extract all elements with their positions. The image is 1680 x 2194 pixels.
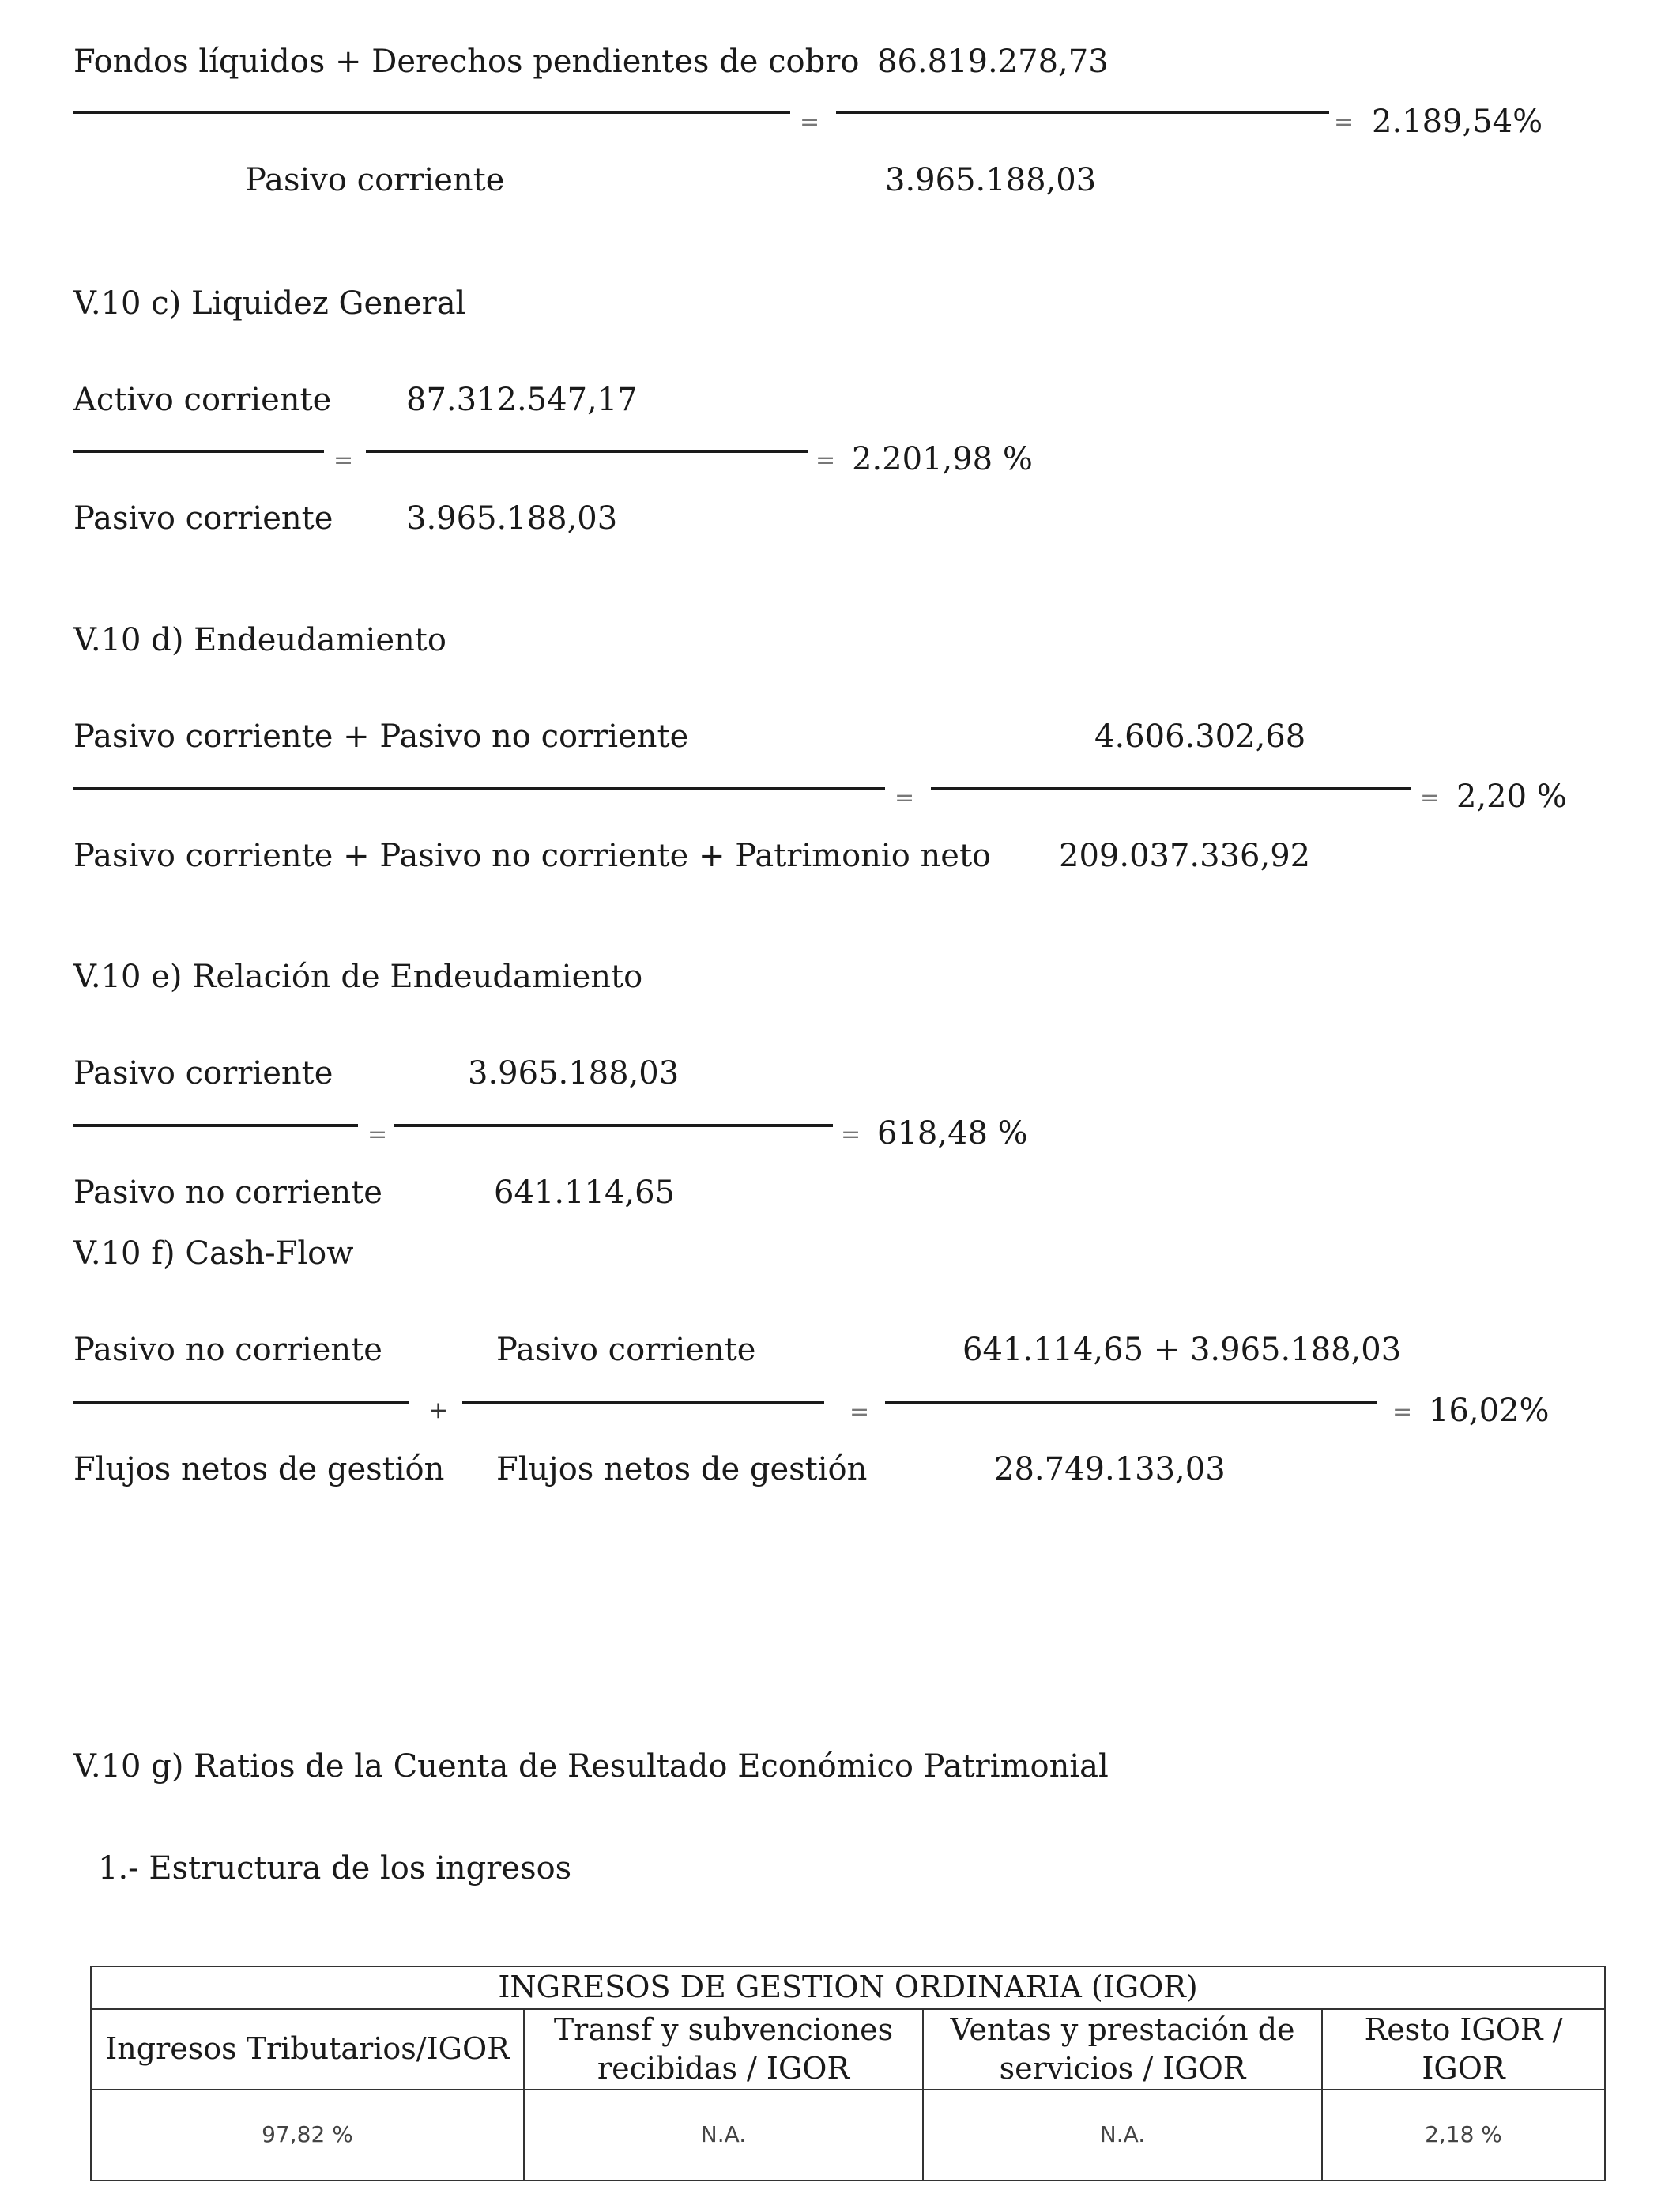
- fraction-denominator-value: 28.749.133,03: [994, 1451, 1226, 1487]
- fraction-bar: [394, 1124, 833, 1127]
- fraction-numerator-value: 3.965.188,03: [468, 1055, 680, 1091]
- fraction-denominator-value: 209.037.336,92: [1059, 838, 1311, 874]
- fraction-numerator-value: 641.114,65 + 3.965.188,03: [962, 1332, 1402, 1368]
- fraction-numerator-value: 86.819.278,73: [877, 43, 1109, 80]
- fraction-denominator-label: Flujos netos de gestión: [496, 1451, 868, 1487]
- table-header-cell: Resto IGOR / IGOR: [1322, 2009, 1605, 2090]
- table-cell: N.A.: [524, 2090, 923, 2181]
- equals-sign: =: [841, 1121, 861, 1148]
- equals-sign: =: [849, 1398, 870, 1426]
- fraction-bar: [73, 787, 885, 790]
- equals-sign: =: [367, 1121, 388, 1148]
- fraction-denominator-label: Flujos netos de gestión: [73, 1451, 445, 1487]
- fraction-bar: [73, 450, 324, 453]
- fraction-denominator-label: Pasivo corriente + Pasivo no corriente + Patrimonio neto: [73, 838, 992, 874]
- table-title: INGRESOS DE GESTION ORDINARIA (IGOR): [91, 1966, 1605, 2009]
- table-cell: N.A.: [923, 2090, 1322, 2181]
- fraction-bar: [931, 787, 1411, 790]
- fraction-denominator-value: 3.965.188,03: [885, 162, 1097, 198]
- table-header-cell: Ingresos Tributarios/IGOR: [91, 2009, 524, 2090]
- section-heading: V.10 d) Endeudamiento: [73, 622, 446, 658]
- table-cell: 2,18 %: [1322, 2090, 1605, 2181]
- section-heading: V.10 f) Cash-Flow: [73, 1235, 354, 1272]
- section-heading: V.10 e) Relación de Endeudamiento: [73, 959, 643, 995]
- equals-sign: =: [895, 784, 915, 812]
- igor-table: [90, 1966, 1606, 2181]
- subsection-heading: 1.- Estructura de los ingresos: [98, 1850, 572, 1887]
- fraction-numerator-value: 87.312.547,17: [406, 382, 638, 418]
- fraction-denominator-label: Pasivo no corriente: [73, 1174, 382, 1211]
- fraction-denominator-label: Pasivo corriente: [245, 162, 505, 198]
- fraction-bar: [73, 1124, 358, 1127]
- fraction-bar: [73, 111, 790, 114]
- equals-sign: =: [1392, 1398, 1413, 1426]
- ratio-result: 2.201,98 %: [852, 441, 1033, 477]
- fraction-numerator-label: Pasivo corriente: [496, 1332, 756, 1368]
- ratio-result: 2.189,54%: [1372, 104, 1543, 140]
- fraction-numerator-label: Pasivo no corriente: [73, 1332, 382, 1368]
- fraction-denominator-value: 3.965.188,03: [406, 500, 618, 537]
- fraction-bar: [366, 450, 808, 453]
- ratio-result: 16,02%: [1429, 1393, 1550, 1429]
- fraction-bar: [885, 1401, 1377, 1404]
- fraction-denominator-label: Pasivo corriente: [73, 500, 333, 537]
- equals-sign: =: [1420, 784, 1441, 812]
- table-cell: 97,82 %: [91, 2090, 524, 2181]
- fraction-bar: [836, 111, 1329, 114]
- ratio-result: 618,48 %: [877, 1115, 1028, 1152]
- fraction-numerator-label: Activo corriente: [73, 382, 332, 418]
- fraction-bar: [73, 1401, 409, 1404]
- table-header-cell: Transf y subvenciones recibidas / IGOR: [524, 2009, 923, 2090]
- ratio-result: 2,20 %: [1456, 778, 1567, 815]
- fraction-numerator-label: Fondos líquidos + Derechos pendientes de cobro: [73, 43, 860, 80]
- equals-sign: =: [333, 447, 354, 474]
- equals-sign: =: [800, 108, 820, 136]
- fraction-bar: [462, 1401, 824, 1404]
- table-header-cell: Ventas y prestación de servicios / IGOR: [923, 2009, 1322, 2090]
- fraction-numerator-label: Pasivo corriente + Pasivo no corriente: [73, 718, 689, 755]
- equals-sign: =: [816, 447, 836, 474]
- fraction-numerator-value: 4.606.302,68: [1094, 718, 1306, 755]
- plus-sign: +: [428, 1397, 449, 1424]
- equals-sign: =: [1334, 108, 1354, 136]
- section-heading: V.10 c) Liquidez General: [73, 285, 466, 322]
- table-row: [91, 2090, 1605, 2181]
- fraction-denominator-value: 641.114,65: [494, 1174, 676, 1211]
- section-heading: V.10 g) Ratios de la Cuenta de Resultado Económico Patrimonial: [73, 1748, 1109, 1785]
- fraction-numerator-label: Pasivo corriente: [73, 1055, 333, 1091]
